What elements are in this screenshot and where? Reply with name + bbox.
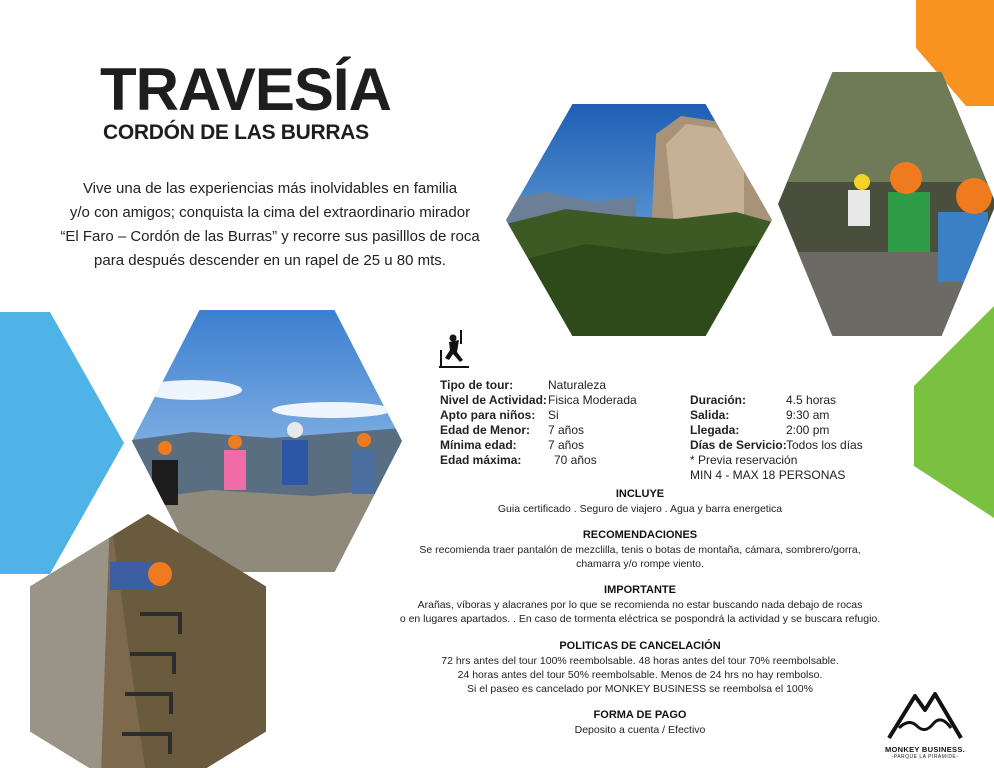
tour-details-left: [440, 378, 637, 468]
blue-side-shape: [0, 312, 130, 574]
reservation-note: * Previa reservación: [690, 453, 798, 467]
intro-line: para después descender en un rapel de 25 u 80 mts.: [94, 252, 446, 269]
detail-row-nivel: [440, 393, 637, 408]
detail-row-apto: [440, 408, 637, 423]
detail-value: 9:30 am: [786, 408, 830, 422]
detail-value: 70 años: [554, 453, 597, 467]
intro-line: “El Faro – Cordón de las Burras” y recorre sus pasilllos de roca: [60, 228, 480, 245]
detail-label: Apto para niños:: [440, 408, 536, 422]
detail-row-dias: [690, 438, 863, 453]
detail-label: Mínima edad:: [440, 438, 517, 452]
intro-line: y/o con amigos; conquista la cima del extraordinario mirador: [69, 204, 471, 221]
page-title: TRAVESÍA: [100, 56, 391, 123]
detail-value: 2:00 pm: [786, 423, 830, 437]
section-incluye: [380, 487, 900, 516]
intro-line: Vive una de las experiencias más inolvidables en familia: [82, 180, 458, 197]
detail-row-tipo: [440, 378, 637, 393]
section-text: Se recomienda traer pantalón de mezclilla, tenis o botas de montaña, cámara, sombrero/gorra,: [419, 544, 861, 556]
section-text: Arañas, víboras y alacranes por lo que se recomienda no estar buscando nada debajo de rocas: [417, 599, 863, 611]
section-title: RECOMENDACIONES: [582, 529, 698, 541]
section-title: POLITICAS DE CANCELACIÓN: [559, 640, 721, 652]
section-text: Guia certificado . Seguro de viajero . Agua y barra energetica: [497, 503, 783, 515]
detail-value: Fisica Moderada: [548, 393, 637, 407]
section-text: o en lugares apartados. . En caso de tormenta eléctrica se pospondrá la actividad y se buscara refugio.: [399, 613, 881, 625]
intro-paragraph: [10, 177, 530, 273]
section-text: Deposito a cuenta / Efectivo: [574, 724, 706, 736]
section-title: FORMA DE PAGO: [593, 709, 687, 721]
photo-mountain-cliff: [506, 104, 772, 336]
detail-value: 7 años: [548, 438, 585, 452]
detail-value: Si: [548, 408, 559, 422]
section-text: chamarra y/o rompe viento.: [576, 558, 704, 570]
detail-label: Salida:: [690, 408, 730, 422]
photo-climbers-helmets: [778, 72, 994, 336]
detail-value: Todos los días: [786, 438, 863, 452]
section-text: 24 horas antes del tour 50% reembolsable. Menos de 24 hrs no hay rembolso.: [457, 669, 823, 681]
detail-label: Edad máxima:: [440, 453, 522, 467]
section-text: Si el paseo es cancelado por MONKEY BUSINESS se reembolsa el 100%: [467, 683, 813, 695]
section-importante: [380, 583, 900, 626]
section-title: IMPORTANTE: [604, 584, 676, 596]
detail-label: Edad de Menor:: [440, 423, 531, 437]
detail-row-salida: [690, 408, 863, 423]
detail-label: Nivel de Actividad:: [440, 393, 547, 407]
monkey-business-logo: [880, 688, 970, 762]
tour-details-right: [690, 393, 863, 483]
section-forma-pago: [380, 708, 900, 737]
page-subtitle: CORDÓN DE LAS BURRAS: [103, 121, 369, 144]
detail-row-llegada: [690, 423, 863, 438]
detail-row-maxima: [440, 453, 637, 468]
logo-brand: MONKEY BUSINESS.: [884, 745, 966, 754]
section-title: INCLUYE: [615, 488, 665, 500]
detail-row-duracion: [690, 393, 863, 408]
section-text: 72 hrs antes del tour 100% reembolsable. 48 horas antes del tour 70% reembolsable.: [441, 655, 839, 667]
section-recomendaciones: [380, 528, 900, 571]
section-politicas-cancelacion: [380, 639, 900, 696]
detail-value: 7 años: [548, 423, 585, 437]
green-side-shape: [914, 306, 994, 518]
detail-label: Duración:: [690, 393, 747, 407]
detail-label: Días de Servicio:: [690, 438, 787, 452]
mountain-logo-icon: [885, 688, 965, 740]
logo-tagline: -PARQUE LA PIRAMIDE-: [891, 754, 959, 760]
detail-value: 4.5 horas: [786, 393, 837, 407]
capacity-note: MIN 4 - MAX 18 PERSONAS: [690, 468, 846, 482]
detail-value: Naturaleza: [548, 378, 607, 392]
detail-label: Tipo de tour:: [440, 378, 514, 392]
detail-row-minima: [440, 438, 637, 453]
detail-row-edad-menor: [440, 423, 637, 438]
climber-icon: [439, 330, 469, 368]
detail-label: Llegada:: [690, 423, 740, 437]
